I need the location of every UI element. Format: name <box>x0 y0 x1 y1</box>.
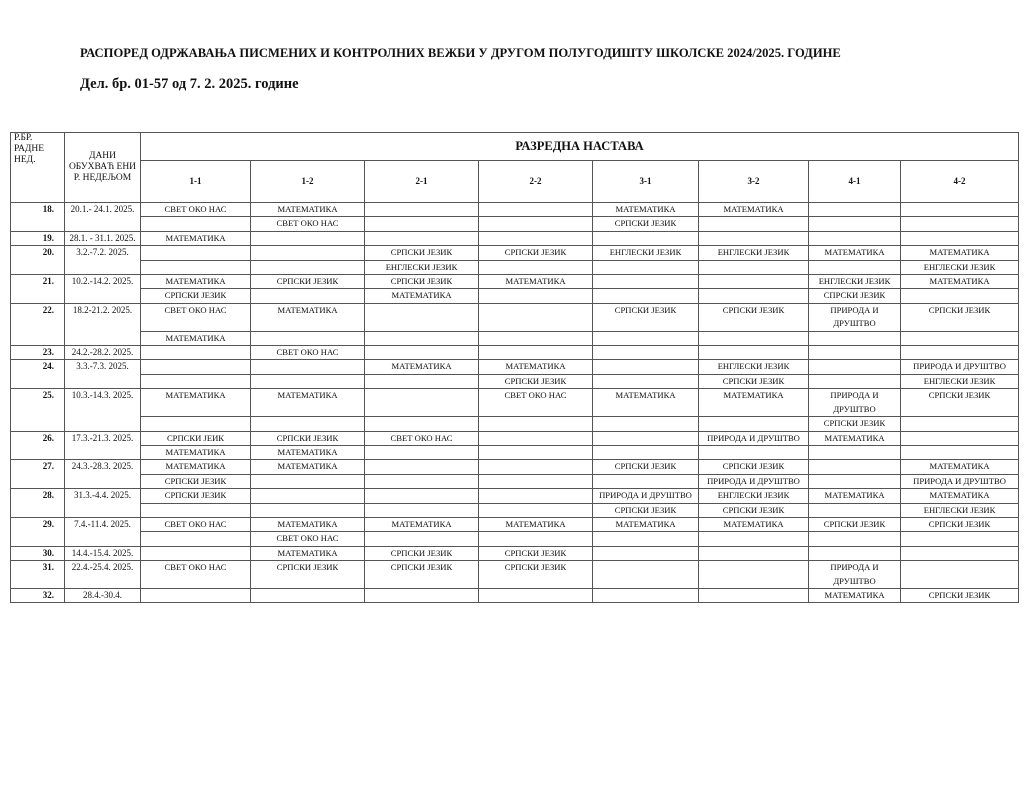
week-number: 27. <box>11 460 65 489</box>
week-number: 18. <box>11 203 65 232</box>
table-row <box>11 474 1019 488</box>
week-dates: 3.2.-7.2. 2025. <box>65 246 141 275</box>
subject-cell <box>141 532 251 546</box>
subject-cell <box>699 289 809 303</box>
subject-cell <box>365 503 479 517</box>
subject-cell <box>809 331 901 345</box>
subject-cell: ЕНГЛЕСКИ ЈЕЗИК <box>901 374 1019 388</box>
subject-cell: ПРИРОДА И ДРУШТВО <box>699 474 809 488</box>
subject-cell <box>251 360 365 374</box>
table-row <box>11 303 1019 331</box>
week-dates: 20.1.- 24.1. 2025. <box>65 203 141 232</box>
subject-cell <box>901 331 1019 345</box>
subject-cell <box>141 417 251 431</box>
subject-cell: СРПСКИ ЈЕЗИК <box>365 561 479 589</box>
header-class-2-2: 2-2 <box>479 161 593 203</box>
header-class-3-2: 3-2 <box>699 161 809 203</box>
subject-cell <box>479 489 593 503</box>
subject-cell: МАТЕМАТИКА <box>593 517 699 531</box>
subject-cell: МАТЕМАТИКА <box>251 389 365 417</box>
subject-cell: ЕНГЛЕСКИ ЈЕЗИК <box>593 246 699 260</box>
subject-cell <box>593 445 699 459</box>
subject-cell: МАТЕМАТИКА <box>141 460 251 474</box>
table-row <box>11 546 1019 560</box>
week-dates: 17.3.-21.3. 2025. <box>65 431 141 460</box>
subject-cell: СРПСКИ ЈЕЗИК <box>479 374 593 388</box>
table-row <box>11 532 1019 546</box>
subject-cell <box>901 289 1019 303</box>
subject-cell <box>141 217 251 231</box>
document-reference: Дел. бр. 01-57 од 7. 2. 2025. године <box>80 76 299 92</box>
week-dates: 24.2.-28.2. 2025. <box>65 346 141 360</box>
subject-cell <box>593 346 699 360</box>
week-dates: 7.4.-11.4. 2025. <box>65 517 141 546</box>
subject-cell <box>479 260 593 274</box>
week-number: 28. <box>11 489 65 518</box>
week-dates: 3.3.-7.3. 2025. <box>65 360 141 389</box>
subject-cell <box>901 532 1019 546</box>
subject-cell <box>141 360 251 374</box>
subject-cell <box>699 532 809 546</box>
week-dates: 28.4.-30.4. <box>65 588 141 602</box>
subject-cell <box>479 217 593 231</box>
subject-cell: СРПСКИ ЈЕЗИК <box>699 460 809 474</box>
subject-cell <box>593 532 699 546</box>
table-row <box>11 231 1019 245</box>
subject-cell: МАТЕМАТИКА <box>901 460 1019 474</box>
week-number: 22. <box>11 303 65 345</box>
subject-cell <box>479 532 593 546</box>
week-number: 30. <box>11 546 65 560</box>
subject-cell <box>365 588 479 602</box>
subject-cell <box>479 303 593 331</box>
subject-cell: МАТЕМАТИКА <box>251 546 365 560</box>
week-number: 32. <box>11 588 65 602</box>
subject-cell: МАТЕМАТИКА <box>901 275 1019 289</box>
subject-cell: ПРИРОДА И ДРУШТВО <box>809 303 901 331</box>
subject-cell: СРПСКИ ЈЕЗИК <box>251 431 365 445</box>
subject-cell: СРПСКИ ЈЕЗИК <box>251 561 365 589</box>
subject-cell: СВЕТ ОКО НАС <box>365 431 479 445</box>
subject-cell <box>699 445 809 459</box>
week-number: 21. <box>11 275 65 304</box>
subject-cell: СРПСКИ ЈЕЗИК <box>901 588 1019 602</box>
subject-cell: ПРИРОДА И ДРУШТВО <box>809 561 901 589</box>
subject-cell <box>479 445 593 459</box>
subject-cell <box>365 532 479 546</box>
week-number: 19. <box>11 231 65 245</box>
subject-cell: ПРИРОДА И ДРУШТВО <box>809 389 901 417</box>
table-row <box>11 561 1019 589</box>
subject-cell <box>809 217 901 231</box>
subject-cell: ЕНГЛЕСКИ ЈЕЗИК <box>365 260 479 274</box>
subject-cell: СРПСКИ ЈЕЗИК <box>901 303 1019 331</box>
subject-cell <box>699 588 809 602</box>
subject-cell <box>251 289 365 303</box>
subject-cell <box>365 474 479 488</box>
subject-cell: МАТЕМАТИКА <box>141 275 251 289</box>
table-row <box>11 588 1019 602</box>
subject-cell: СВЕТ ОКО НАС <box>141 303 251 331</box>
subject-cell <box>901 417 1019 431</box>
subject-cell <box>365 417 479 431</box>
subject-cell: СВЕТ ОКО НАС <box>141 203 251 217</box>
week-dates: 24.3.-28.3. 2025. <box>65 460 141 489</box>
table-row <box>11 445 1019 459</box>
subject-cell <box>141 346 251 360</box>
week-dates: 31.3.-4.4. 2025. <box>65 489 141 518</box>
subject-cell <box>901 231 1019 245</box>
subject-cell <box>479 460 593 474</box>
subject-cell <box>479 503 593 517</box>
subject-cell <box>593 260 699 274</box>
subject-cell <box>479 346 593 360</box>
subject-cell <box>809 445 901 459</box>
subject-cell <box>699 417 809 431</box>
table-row <box>11 217 1019 231</box>
subject-cell: СРПСКИ ЈЕЗИК <box>699 374 809 388</box>
subject-cell <box>365 346 479 360</box>
subject-cell: СРПСКИ ЈЕЗИК <box>593 217 699 231</box>
subject-cell <box>901 445 1019 459</box>
subject-cell <box>901 203 1019 217</box>
subject-cell: МАТЕМАТИКА <box>699 517 809 531</box>
subject-cell <box>593 289 699 303</box>
subject-cell: СВЕТ ОКО НАС <box>251 217 365 231</box>
subject-cell: МАТЕМАТИКА <box>479 360 593 374</box>
subject-cell <box>251 260 365 274</box>
subject-cell: ПРИРОДА И ДРУШТВО <box>901 474 1019 488</box>
subject-cell: СРПСКИ ЈЕЗИК <box>141 489 251 503</box>
subject-cell <box>809 231 901 245</box>
week-dates: 10.2.-14.2. 2025. <box>65 275 141 304</box>
subject-cell: СВЕТ ОКО НАС <box>141 561 251 589</box>
subject-cell: СРПСКИ ЈЕЗИК <box>479 561 593 589</box>
subject-cell <box>365 331 479 345</box>
subject-cell: МАТЕМАТИКА <box>251 460 365 474</box>
subject-cell: МАТЕМАТИКА <box>479 275 593 289</box>
schedule-table <box>10 132 1019 603</box>
table-row <box>11 203 1019 217</box>
subject-cell: СРПСКИ ЈЕЗИК <box>809 517 901 531</box>
table-row <box>11 460 1019 474</box>
subject-cell <box>141 588 251 602</box>
subject-cell: СРПСКИ ЈЕЗИК <box>593 460 699 474</box>
week-dates: 10.3.-14.3. 2025. <box>65 389 141 431</box>
subject-cell <box>479 588 593 602</box>
subject-cell: СВЕТ ОКО НАС <box>141 517 251 531</box>
subject-cell <box>365 389 479 417</box>
subject-cell <box>365 445 479 459</box>
subject-cell: СПРСКИ ЈЕЗИК <box>809 289 901 303</box>
subject-cell: МАТЕМАТИКА <box>251 303 365 331</box>
subject-cell <box>141 503 251 517</box>
subject-cell <box>901 546 1019 560</box>
subject-cell: МАТЕМАТИКА <box>593 389 699 417</box>
table-row <box>11 275 1019 289</box>
subject-cell: СВЕТ ОКО НАС <box>479 389 593 417</box>
subject-cell <box>479 474 593 488</box>
subject-cell: ЕНГЛЕСКИ ЈЕЗИК <box>901 260 1019 274</box>
subject-cell <box>141 374 251 388</box>
table-row <box>11 331 1019 345</box>
subject-cell: МАТЕМАТИКА <box>141 445 251 459</box>
week-number: 23. <box>11 346 65 360</box>
subject-cell <box>365 374 479 388</box>
subject-cell <box>251 588 365 602</box>
subject-cell: ПРИРОДА И ДРУШТВО <box>699 431 809 445</box>
subject-cell <box>699 561 809 589</box>
subject-cell: СРПСКИ ЈЕИК <box>141 431 251 445</box>
table-row <box>11 389 1019 417</box>
table-row <box>11 246 1019 260</box>
subject-cell <box>699 331 809 345</box>
header-class-4-2: 4-2 <box>901 161 1019 203</box>
week-number: 31. <box>11 561 65 589</box>
subject-cell: СРПСКИ ЈЕЗИК <box>251 275 365 289</box>
header-class-4-1: 4-1 <box>809 161 901 203</box>
subject-cell: СВЕТ ОКО НАС <box>251 346 365 360</box>
subject-cell <box>593 431 699 445</box>
subject-cell <box>699 546 809 560</box>
week-dates: 22.4.-25.4. 2025. <box>65 561 141 589</box>
subject-cell: СРПСКИ ЈЕЗИК <box>479 546 593 560</box>
subject-cell <box>479 289 593 303</box>
subject-cell: СРПСКИ ЈЕЗИК <box>901 389 1019 417</box>
subject-cell <box>593 546 699 560</box>
subject-cell <box>809 203 901 217</box>
subject-cell <box>141 246 251 260</box>
subject-cell: СРПСКИ ЈЕЗИК <box>699 303 809 331</box>
subject-cell <box>365 489 479 503</box>
subject-cell: ЕНГЛЕСКИ ЈЕЗИК <box>901 503 1019 517</box>
subject-cell <box>365 203 479 217</box>
subject-cell <box>809 460 901 474</box>
subject-cell <box>809 346 901 360</box>
subject-cell <box>901 561 1019 589</box>
header-class-1-1: 1-1 <box>141 161 251 203</box>
table-row <box>11 289 1019 303</box>
subject-cell <box>593 588 699 602</box>
header-class-1-2: 1-2 <box>251 161 365 203</box>
subject-cell: СРПСКИ ЈЕЗИК <box>479 246 593 260</box>
subject-cell: МАТЕМАТИКА <box>699 203 809 217</box>
week-number: 24. <box>11 360 65 389</box>
subject-cell <box>141 260 251 274</box>
subject-cell <box>251 246 365 260</box>
subject-cell: СРПСКИ ЈЕЗИК <box>593 303 699 331</box>
subject-cell <box>593 231 699 245</box>
subject-cell <box>593 275 699 289</box>
week-number: 20. <box>11 246 65 275</box>
subject-cell <box>365 217 479 231</box>
week-number: 25. <box>11 389 65 431</box>
subject-cell <box>593 331 699 345</box>
subject-cell: МАТЕМАТИКА <box>809 588 901 602</box>
subject-cell <box>809 260 901 274</box>
subject-cell <box>251 474 365 488</box>
subject-cell: СРПСКИ ЈЕЗИК <box>901 517 1019 531</box>
subject-cell: МАТЕМАТИКА <box>809 431 901 445</box>
subject-cell: МАТЕМАТИКА <box>141 331 251 345</box>
subject-cell: МАТЕМАТИКА <box>365 289 479 303</box>
table-row <box>11 489 1019 503</box>
subject-cell: СРПСКИ ЈЕЗИК <box>809 417 901 431</box>
subject-cell: МАТЕМАТИКА <box>901 246 1019 260</box>
subject-cell: СРПСКИ ЈЕЗИК <box>141 289 251 303</box>
subject-cell: ЕНГЛЕСКИ ЈЕЗИК <box>699 360 809 374</box>
subject-cell <box>699 260 809 274</box>
subject-cell <box>699 346 809 360</box>
subject-cell: МАТЕМАТИКА <box>699 389 809 417</box>
subject-cell <box>479 431 593 445</box>
subject-cell: ЕНГЛЕСКИ ЈЕЗИК <box>809 275 901 289</box>
subject-cell <box>699 217 809 231</box>
week-dates: 14.4.-15.4. 2025. <box>65 546 141 560</box>
subject-cell <box>593 561 699 589</box>
subject-cell <box>809 546 901 560</box>
subject-cell <box>593 474 699 488</box>
subject-cell: МАТЕМАТИКА <box>251 517 365 531</box>
subject-cell: СРПСКИ ЈЕЗИК <box>365 275 479 289</box>
subject-cell <box>901 217 1019 231</box>
subject-cell: МАТЕМАТИКА <box>141 231 251 245</box>
header-class-teaching: РАЗРЕДНА НАСТАВА <box>141 133 1019 161</box>
week-dates: 28.1. - 31.1. 2025. <box>65 231 141 245</box>
subject-cell: СРПСКИ ЈЕЗИК <box>365 246 479 260</box>
subject-cell: СВЕТ ОКО НАС <box>251 532 365 546</box>
subject-cell: СРПСКИ ЈЕЗИК <box>365 546 479 560</box>
subject-cell <box>809 474 901 488</box>
subject-cell: МАТЕМАТИКА <box>901 489 1019 503</box>
subject-cell: ЕНГЛЕСКИ ЈЕЗИК <box>699 246 809 260</box>
subject-cell: МАТЕМАТИКА <box>251 445 365 459</box>
subject-cell: МАТЕМАТИКА <box>593 203 699 217</box>
header-days: ДАНИ ОБУХВАЋ ЕНИ Р. НЕДЕЉОМ <box>65 133 141 203</box>
subject-cell: ПРИРОДА И ДРУШТВО <box>901 360 1019 374</box>
header-class-2-1: 2-1 <box>365 161 479 203</box>
subject-cell <box>699 275 809 289</box>
table-row <box>11 417 1019 431</box>
subject-cell <box>593 374 699 388</box>
subject-cell <box>479 203 593 217</box>
table-row <box>11 360 1019 374</box>
subject-cell: МАТЕМАТИКА <box>479 517 593 531</box>
subject-cell <box>901 346 1019 360</box>
subject-cell <box>593 360 699 374</box>
subject-cell: МАТЕМАТИКА <box>141 389 251 417</box>
subject-cell <box>479 417 593 431</box>
subject-cell: МАТЕМАТИКА <box>809 246 901 260</box>
table-row <box>11 374 1019 388</box>
subject-cell: СРПСКИ ЈЕЗИК <box>593 503 699 517</box>
week-number: 26. <box>11 431 65 460</box>
subject-cell <box>479 331 593 345</box>
subject-cell <box>901 431 1019 445</box>
subject-cell <box>699 231 809 245</box>
table-row <box>11 346 1019 360</box>
subject-cell <box>809 374 901 388</box>
subject-cell: СРПСКИ ЈЕЗИК <box>699 503 809 517</box>
subject-cell <box>141 546 251 560</box>
subject-cell <box>365 460 479 474</box>
subject-cell <box>251 374 365 388</box>
subject-cell <box>251 231 365 245</box>
subject-cell <box>251 503 365 517</box>
table-row <box>11 260 1019 274</box>
week-dates: 18.2-21.2. 2025. <box>65 303 141 345</box>
header-class-3-1: 3-1 <box>593 161 699 203</box>
header-week-number: Р.БР. РАДНЕ НЕД. <box>11 133 65 203</box>
subject-cell: СРПСКИ ЈЕЗИК <box>141 474 251 488</box>
subject-cell <box>593 417 699 431</box>
table-row <box>11 431 1019 445</box>
table-row <box>11 503 1019 517</box>
subject-cell <box>251 489 365 503</box>
subject-cell <box>251 417 365 431</box>
subject-cell <box>809 360 901 374</box>
subject-cell: МАТЕМАТИКА <box>365 360 479 374</box>
subject-cell <box>251 331 365 345</box>
subject-cell <box>365 303 479 331</box>
subject-cell: МАТЕМАТИКА <box>365 517 479 531</box>
week-number: 29. <box>11 517 65 546</box>
subject-cell: ЕНГЛЕСКИ ЈЕЗИК <box>699 489 809 503</box>
subject-cell <box>479 231 593 245</box>
page-title: РАСПОРЕД ОДРЖАВАЊА ПИСМЕНИХ И КОНТРОЛНИХ ВЕЖБИ У ДРУГОМ ПОЛУГОДИШТУ ШКОЛСКЕ 2024/2025. ГОДИНЕ <box>80 46 841 60</box>
subject-cell <box>809 503 901 517</box>
subject-cell: МАТЕМАТИКА <box>809 489 901 503</box>
subject-cell <box>809 532 901 546</box>
table-row <box>11 517 1019 531</box>
subject-cell: МАТЕМАТИКА <box>251 203 365 217</box>
subject-cell <box>365 231 479 245</box>
subject-cell: ПРИРОДА И ДРУШТВО <box>593 489 699 503</box>
